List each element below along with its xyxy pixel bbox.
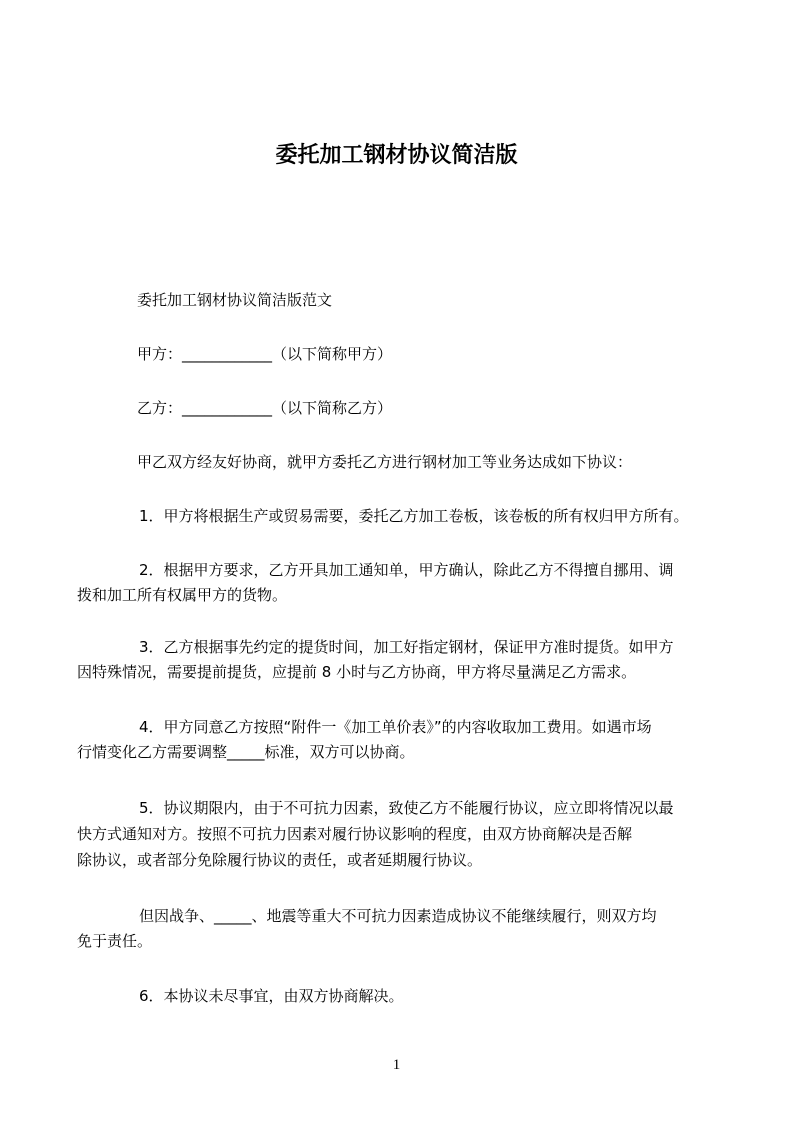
clause-5-line-3: 除协议，或者部分免除履行协议的责任，或者延期履行协议。: [77, 851, 483, 869]
document-subtitle: 委托加工钢材协议简洁版范文: [137, 291, 333, 309]
clause-2-line-1: 2．根据甲方要求，乙方开具加工通知单，甲方确认，除此乙方不得擅自挪用、调: [139, 561, 674, 579]
intro-paragraph: 甲乙双方经友好协商，就甲方委托乙方进行钢材加工等业务达成如下协议：: [137, 453, 633, 471]
clause-5-line-2: 快方式通知对方。按照不可抗力因素对履行协议影响的程度，由双方协商解决是否解: [77, 825, 633, 843]
clause-1: 1．甲方将根据生产或贸易需要，委托乙方加工卷板，该卷板的所有权归甲方所有。: [139, 507, 689, 525]
document-title: 委托加工钢材协议简洁版: [275, 143, 518, 168]
force-majeure-line-2: 免于责任。: [77, 932, 153, 950]
party-b-line: 乙方：____________（以下简称乙方）: [137, 399, 393, 417]
clause-6: 6．本协议未尽事宜，由双方协商解决。: [139, 987, 404, 1005]
clause-2-line-2: 拨和加工所有权属甲方的货物。: [77, 586, 288, 604]
clause-4-line-2: 行情变化乙方需要调整_____标准，双方可以协商。: [77, 743, 415, 761]
page-number: 1: [392, 1057, 401, 1073]
clause-4-line-1: 4．甲方同意乙方按照“附件一《加工单价表》”的内容收取加工费用。如遇市场: [139, 718, 652, 736]
clause-5-line-1: 5．协议期限内，由于不可抗力因素，致使乙方不能履行协议，应立即将情况以最: [139, 799, 674, 817]
clause-3-line-1: 3．乙方根据事先约定的提货时间，加工好指定钢材，保证甲方准时提货。如甲方: [139, 638, 674, 656]
party-a-line: 甲方：____________（以下简称甲方）: [137, 345, 393, 363]
clause-3-line-2: 因特殊情况，需要提前提货，应提前 8 小时与乙方协商，甲方将尽量满足乙方需求。: [77, 663, 637, 681]
force-majeure-line-1: 但因战争、_____、地震等重大不可抗力因素造成协议不能继续履行，则双方均: [139, 907, 657, 925]
